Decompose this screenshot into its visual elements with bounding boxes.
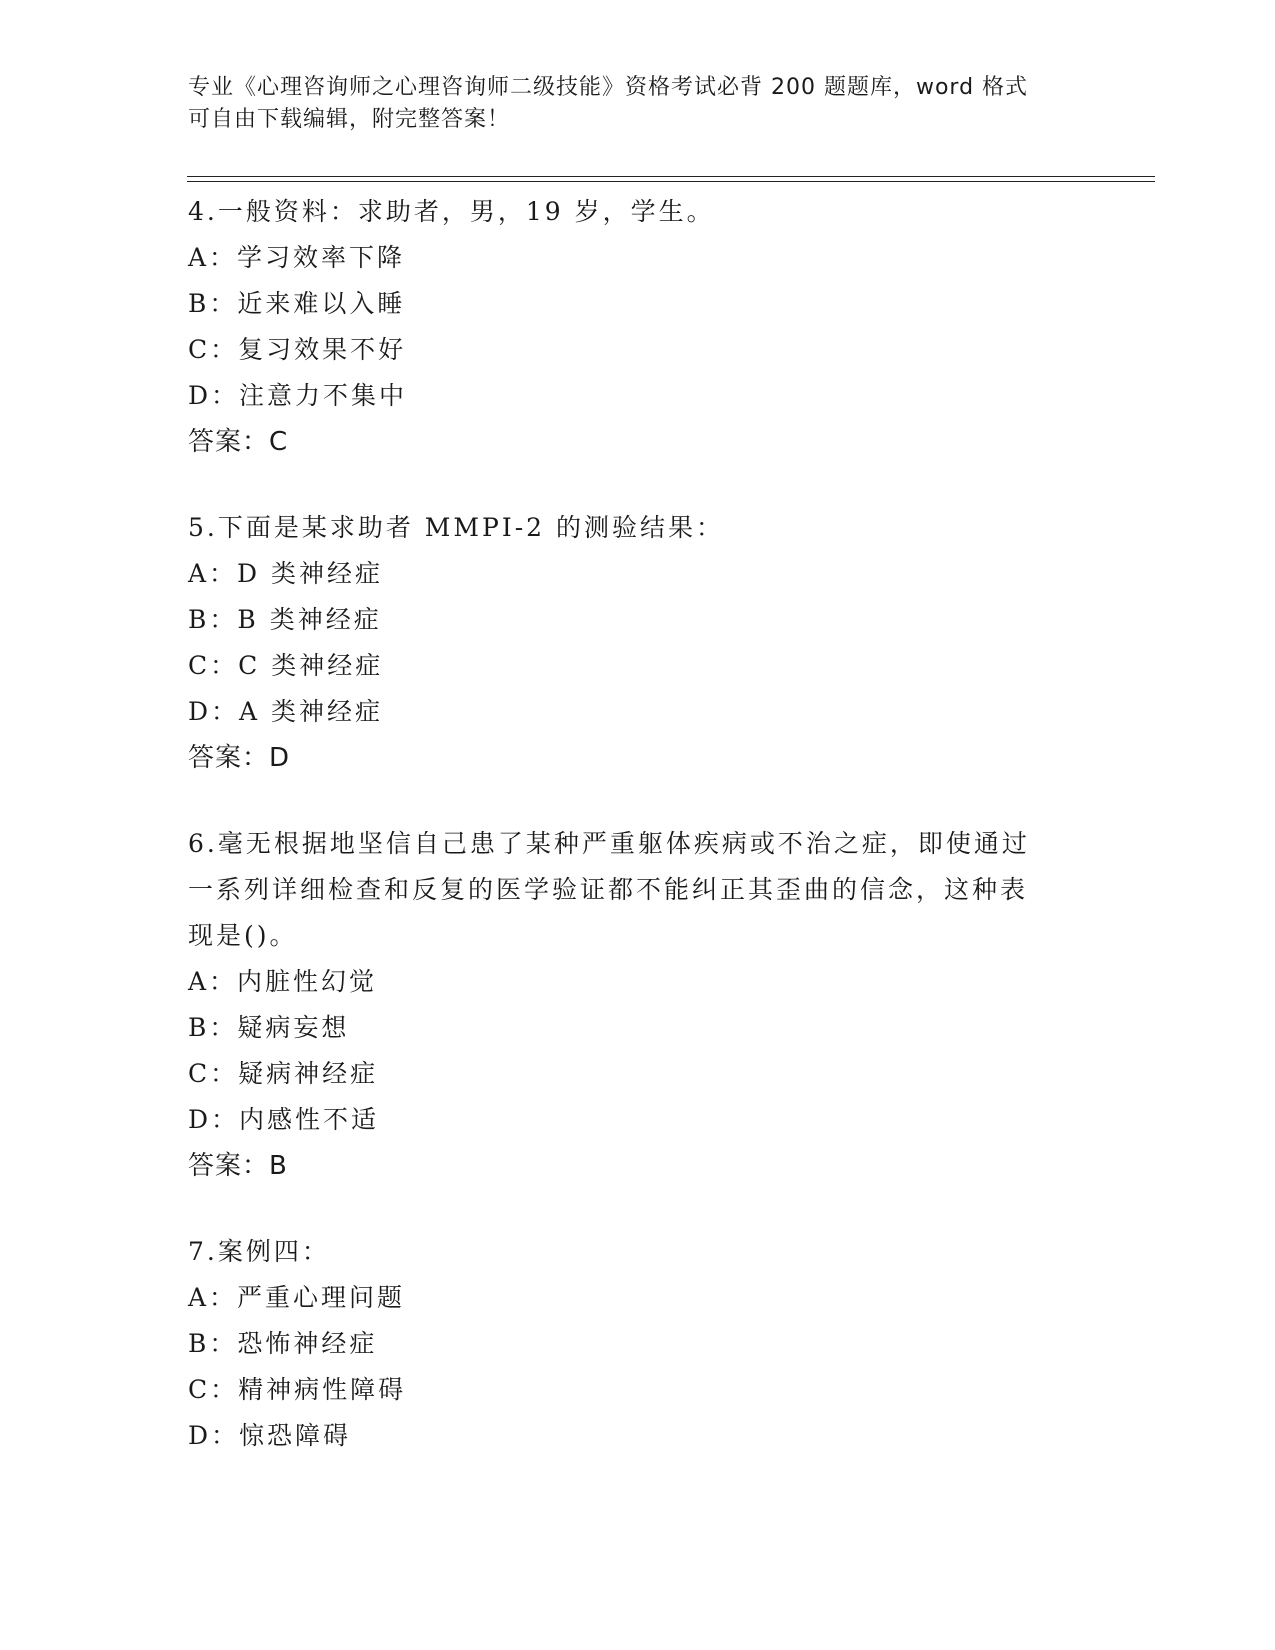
question-5 (188, 505, 1088, 781)
question-stem: 5.下面是某求助者 MMPI-2 的测验结果： (188, 513, 724, 542)
option-a: A：D 类神经症 (188, 559, 384, 588)
question-stem-line-3: 现是()。 (188, 921, 298, 950)
header-divider-top (187, 176, 1155, 177)
option-b: B：B 类神经症 (188, 605, 382, 634)
option-c: C：复习效果不好 (188, 335, 407, 364)
option-d: D：内感性不适 (188, 1105, 380, 1134)
header-line-2: 可自由下载编辑，附完整答案！ (188, 107, 511, 132)
question-list (188, 189, 1088, 1499)
option-a: A：内脏性幻觉 (188, 967, 378, 996)
question-stem: 7.案例四： (188, 1237, 330, 1266)
answer-line: 答案：D (188, 743, 291, 773)
option-b: B：恐怖神经症 (188, 1329, 378, 1358)
header-line-1: 专业《心理咨询师之心理咨询师二级技能》资格考试必背 200 题题库，word 格式 (188, 75, 1029, 100)
question-stem-line-1: 6.毫无根据地坚信自己患了某种严重躯体疾病或不治之症，即使通过 (188, 829, 1030, 858)
answer-line: 答案：B (188, 1151, 288, 1181)
answer-line: 答案：C (188, 427, 289, 457)
option-b: B：疑病妄想 (188, 1013, 350, 1042)
document-header (188, 72, 1068, 136)
question-6 (188, 821, 1088, 1189)
question-stem-line-2: 一系列详细检查和反复的医学验证都不能纠正其歪曲的信念，这种表 (188, 875, 1029, 904)
option-a: A：严重心理问题 (188, 1283, 406, 1312)
option-b: B：近来难以入睡 (188, 289, 406, 318)
option-d: D：注意力不集中 (188, 381, 408, 410)
option-d: D：惊恐障碍 (188, 1421, 352, 1450)
question-4 (188, 189, 1088, 465)
option-c: C：C 类神经症 (188, 651, 384, 680)
header-divider-bottom (187, 181, 1155, 182)
question-stem: 4.一般资料：求助者，男，19 岁，学生。 (188, 197, 715, 226)
option-a: A：学习效率下降 (188, 243, 406, 272)
question-7 (188, 1229, 1088, 1459)
option-d: D：A 类神经症 (188, 697, 384, 726)
option-c: C：精神病性障碍 (188, 1375, 407, 1404)
option-c: C：疑病神经症 (188, 1059, 379, 1088)
